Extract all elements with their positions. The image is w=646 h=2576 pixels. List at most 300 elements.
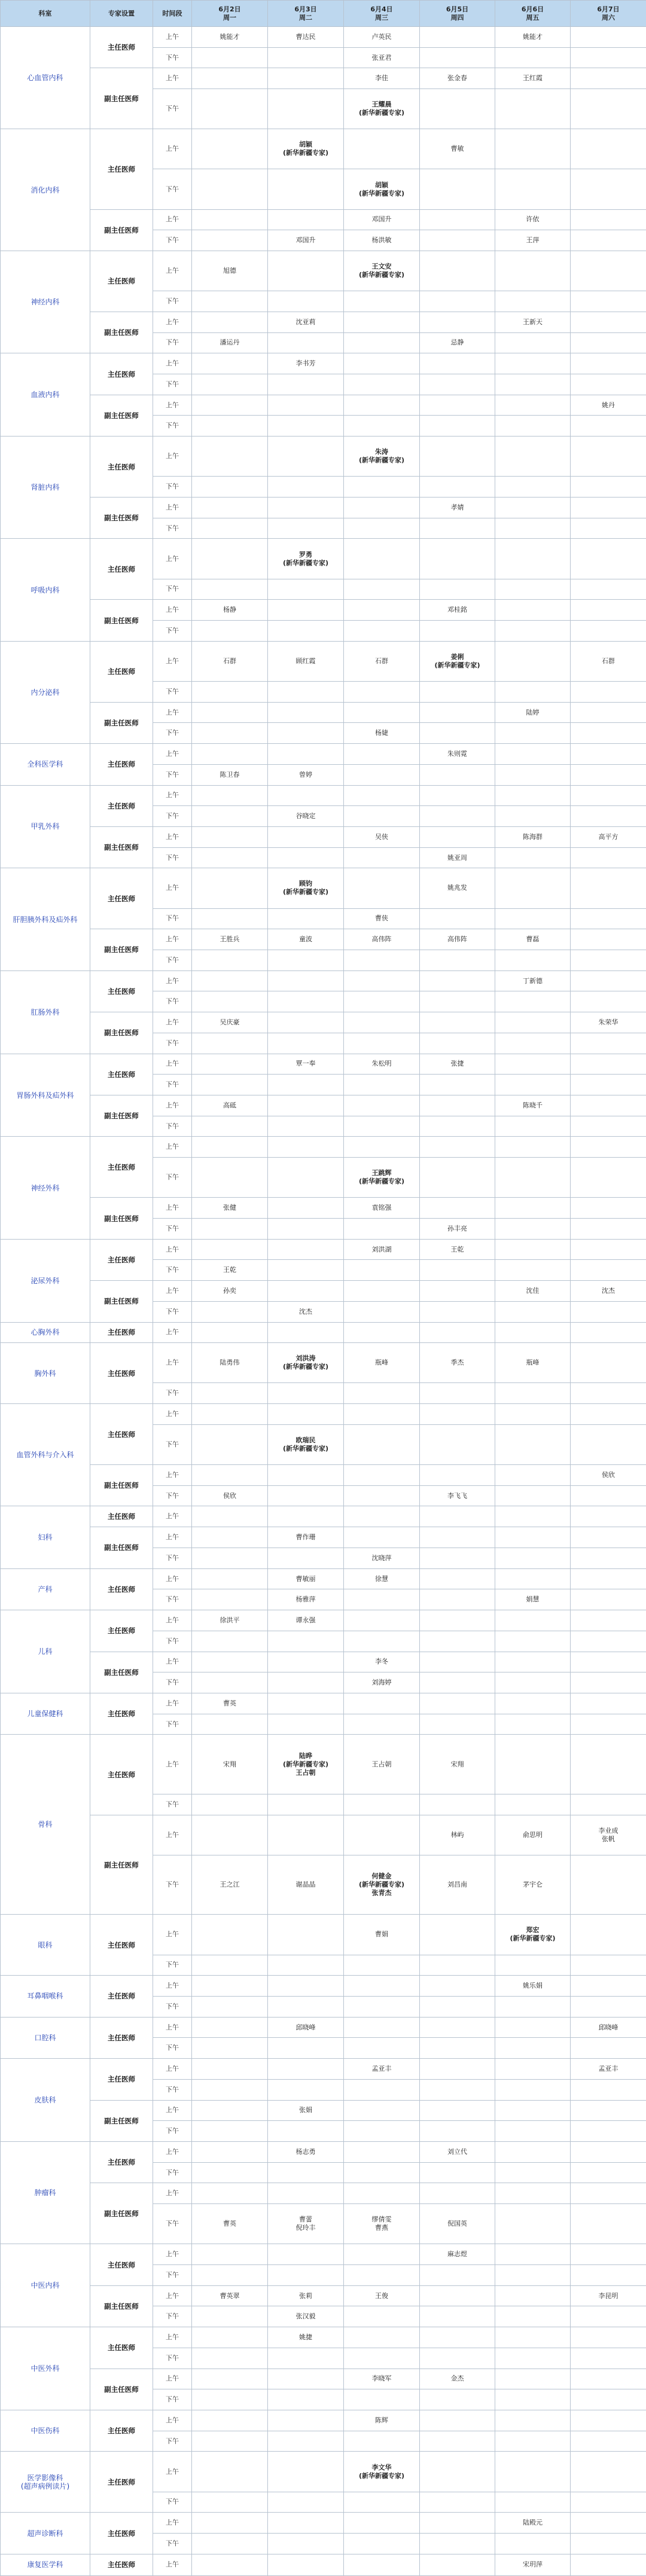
doctor-cell bbox=[344, 1075, 420, 1095]
table-row bbox=[1, 2017, 646, 2038]
slot-cell: 上午 bbox=[153, 539, 192, 579]
slot-cell: 下午 bbox=[153, 621, 192, 642]
level-cell: 主任医师 bbox=[90, 868, 153, 929]
doctor-cell: 沈杰 bbox=[268, 1301, 344, 1322]
table-row bbox=[1, 1568, 646, 1589]
table-row bbox=[1, 1506, 646, 1527]
doctor-cell bbox=[192, 970, 268, 991]
doctor-cell bbox=[495, 991, 571, 1012]
doctor-cell bbox=[571, 908, 646, 929]
doctor-cell bbox=[268, 477, 344, 498]
table-row bbox=[1, 498, 646, 518]
doctor-cell bbox=[420, 209, 495, 230]
slot-cell: 下午 bbox=[153, 1219, 192, 1240]
doctor-cell bbox=[268, 2431, 344, 2452]
doctor-cell bbox=[495, 2183, 571, 2204]
doctor-cell bbox=[344, 621, 420, 642]
slot-cell: 下午 bbox=[153, 806, 192, 827]
table-row bbox=[1, 1095, 646, 1116]
header-date: 6月7日 bbox=[597, 5, 620, 13]
slot-cell: 下午 bbox=[153, 1855, 192, 1915]
slot-cell: 下午 bbox=[153, 1383, 192, 1404]
doctor-cell bbox=[495, 2038, 571, 2059]
header-day bbox=[495, 1, 571, 27]
header-weekday: 周六 bbox=[602, 13, 615, 22]
doctor-cell bbox=[192, 68, 268, 89]
doctor-cell: 姚捷 bbox=[268, 2327, 344, 2348]
doctor-cell bbox=[268, 209, 344, 230]
doctor-cell bbox=[495, 1383, 571, 1404]
doctor-cell bbox=[495, 1075, 571, 1095]
table-row bbox=[1, 1610, 646, 1631]
level-cell: 主任医师 bbox=[90, 2410, 153, 2452]
doctor-cell bbox=[268, 89, 344, 129]
doctor-cell bbox=[571, 950, 646, 970]
table-row bbox=[1, 2452, 646, 2492]
doctor-cell bbox=[420, 621, 495, 642]
level-cell: 副主任医师 bbox=[90, 702, 153, 743]
slot-cell: 上午 bbox=[153, 1012, 192, 1033]
doctor-cell bbox=[571, 209, 646, 230]
doctor-cell bbox=[495, 1260, 571, 1281]
dept-cell: 呼吸内科 bbox=[1, 539, 90, 641]
doctor-cell bbox=[192, 1465, 268, 1486]
doctor-cell: 朱涛 (新华新疆专家) bbox=[344, 437, 420, 477]
doctor-cell: 曹达民 bbox=[268, 27, 344, 48]
doctor-cell bbox=[420, 1465, 495, 1486]
doctor-cell bbox=[571, 27, 646, 48]
slot-cell: 下午 bbox=[153, 847, 192, 868]
doctor-cell bbox=[268, 908, 344, 929]
level-cell: 主任医师 bbox=[90, 27, 153, 68]
slot-cell: 下午 bbox=[153, 1996, 192, 2017]
level-cell: 主任医师 bbox=[90, 2513, 153, 2554]
doctor-cell: 童波 bbox=[268, 929, 344, 950]
doctor-cell bbox=[344, 1219, 420, 1240]
slot-cell: 上午 bbox=[153, 129, 192, 169]
doctor-cell: 王乾 bbox=[420, 1239, 495, 1260]
doctor-cell bbox=[495, 2204, 571, 2244]
doctor-cell bbox=[344, 1693, 420, 1714]
doctor-cell: 陈晓千 bbox=[495, 1095, 571, 1116]
doctor-cell bbox=[344, 2244, 420, 2265]
doctor-cell bbox=[268, 1693, 344, 1714]
doctor-cell bbox=[571, 2162, 646, 2183]
doctor-cell bbox=[344, 600, 420, 621]
doctor-cell: 张捷 bbox=[420, 1054, 495, 1075]
doctor-cell bbox=[495, 2327, 571, 2348]
dept-cell: 心胸外科 bbox=[1, 1322, 90, 1343]
doctor-cell bbox=[571, 2554, 646, 2575]
level-cell: 主任医师 bbox=[90, 641, 153, 702]
table-row bbox=[1, 970, 646, 991]
doctor-cell: 高砥 bbox=[192, 1095, 268, 1116]
doctor-cell bbox=[344, 1631, 420, 1652]
doctor-cell bbox=[420, 702, 495, 723]
doctor-cell bbox=[420, 89, 495, 129]
doctor-cell: 李晓军 bbox=[344, 2369, 420, 2389]
doctor-cell bbox=[571, 332, 646, 353]
slot-cell: 下午 bbox=[153, 1672, 192, 1693]
doctor-cell bbox=[571, 1610, 646, 1631]
doctor-cell bbox=[495, 744, 571, 765]
doctor-cell: 孟亚丰 bbox=[571, 2059, 646, 2080]
doctor-cell bbox=[192, 374, 268, 395]
doctor-cell bbox=[571, 2513, 646, 2534]
doctor-cell bbox=[420, 2492, 495, 2513]
doctor-cell bbox=[268, 416, 344, 437]
doctor-cell bbox=[192, 1815, 268, 1855]
doctor-cell bbox=[268, 1116, 344, 1137]
doctor-cell bbox=[192, 2410, 268, 2431]
doctor-cell: 王跳辉 (新华新疆专家) bbox=[344, 1158, 420, 1198]
doctor-cell bbox=[495, 498, 571, 518]
slot-cell: 上午 bbox=[153, 785, 192, 806]
level-cell: 主任医师 bbox=[90, 2141, 153, 2183]
doctor-cell bbox=[344, 291, 420, 312]
doctor-cell bbox=[571, 1955, 646, 1976]
doctor-cell bbox=[192, 2100, 268, 2121]
slot-cell: 上午 bbox=[153, 2100, 192, 2121]
doctor-cell bbox=[192, 1915, 268, 1955]
level-cell: 主任医师 bbox=[90, 2327, 153, 2369]
doctor-cell bbox=[268, 847, 344, 868]
doctor-cell bbox=[192, 1424, 268, 1464]
table-row bbox=[1, 641, 646, 681]
doctor-cell bbox=[268, 2492, 344, 2513]
header-date: 6月3日 bbox=[294, 5, 317, 13]
slot-cell: 上午 bbox=[153, 1404, 192, 1425]
doctor-cell bbox=[420, 1527, 495, 1548]
doctor-cell: 张莉 bbox=[268, 2285, 344, 2306]
doctor-cell bbox=[495, 47, 571, 68]
slot-cell: 下午 bbox=[153, 169, 192, 209]
header-weekday: 周三 bbox=[375, 13, 388, 22]
doctor-cell bbox=[495, 2079, 571, 2100]
doctor-cell bbox=[192, 991, 268, 1012]
doctor-cell bbox=[420, 2079, 495, 2100]
dept-cell: 肾脏内科 bbox=[1, 437, 90, 539]
level-cell: 主任医师 bbox=[90, 785, 153, 826]
doctor-cell bbox=[192, 1137, 268, 1158]
doctor-cell bbox=[192, 908, 268, 929]
doctor-cell: 曹蕾 倪玲丰 bbox=[268, 2204, 344, 2244]
doctor-cell: 曹英翠 bbox=[192, 2285, 268, 2306]
table-row bbox=[1, 2100, 646, 2121]
doctor-cell bbox=[420, 579, 495, 600]
header-date: 6月2日 bbox=[218, 5, 241, 13]
doctor-cell: 高伟阵 bbox=[344, 929, 420, 950]
doctor-cell bbox=[344, 1095, 420, 1116]
doctor-cell: 吴庆豪 bbox=[192, 1012, 268, 1033]
doctor-cell bbox=[268, 1281, 344, 1302]
doctor-cell bbox=[344, 2183, 420, 2204]
doctor-cell bbox=[192, 1794, 268, 1815]
doctor-cell bbox=[571, 2183, 646, 2204]
slot-cell: 下午 bbox=[153, 723, 192, 744]
doctor-cell bbox=[192, 395, 268, 416]
slot-cell: 上午 bbox=[153, 437, 192, 477]
header-day bbox=[571, 1, 646, 27]
table-row bbox=[1, 1012, 646, 1033]
doctor-cell bbox=[420, 1631, 495, 1652]
doctor-cell bbox=[344, 847, 420, 868]
doctor-cell bbox=[571, 1404, 646, 1425]
level-cell: 副主任医师 bbox=[90, 600, 153, 641]
doctor-cell: 曹侠 bbox=[344, 908, 420, 929]
doctor-cell bbox=[495, 764, 571, 785]
doctor-cell bbox=[420, 2452, 495, 2492]
doctor-cell bbox=[495, 1485, 571, 1506]
doctor-cell: 罗勇 (新华新疆专家) bbox=[268, 539, 344, 579]
doctor-cell bbox=[420, 437, 495, 477]
table-row bbox=[1, 868, 646, 908]
table-row bbox=[1, 1693, 646, 1714]
doctor-cell bbox=[571, 579, 646, 600]
doctor-cell: 侯欣 bbox=[192, 1485, 268, 1506]
doctor-cell bbox=[420, 1652, 495, 1672]
slot-cell: 下午 bbox=[153, 2162, 192, 2183]
doctor-cell bbox=[495, 1424, 571, 1464]
doctor-cell: 曹敏 bbox=[420, 129, 495, 169]
level-cell: 主任医师 bbox=[90, 1322, 153, 1343]
doctor-cell: 李文华 (新华新疆专家) bbox=[344, 2452, 420, 2492]
doctor-cell bbox=[571, 374, 646, 395]
doctor-cell bbox=[344, 2038, 420, 2059]
doctor-cell bbox=[495, 2452, 571, 2492]
table-row bbox=[1, 1815, 646, 1855]
dept-cell: 妇科 bbox=[1, 1506, 90, 1568]
doctor-cell: 姚能才 bbox=[192, 27, 268, 48]
doctor-cell bbox=[571, 702, 646, 723]
level-cell: 主任医师 bbox=[90, 970, 153, 1012]
doctor-cell bbox=[344, 2431, 420, 2452]
doctor-cell bbox=[571, 1116, 646, 1137]
level-cell: 副主任医师 bbox=[90, 1652, 153, 1693]
doctor-cell bbox=[268, 2513, 344, 2534]
doctor-cell bbox=[268, 251, 344, 291]
doctor-cell bbox=[571, 1589, 646, 1610]
doctor-cell bbox=[571, 47, 646, 68]
dept-cell: 康复医学科 bbox=[1, 2554, 90, 2575]
doctor-cell bbox=[495, 641, 571, 681]
doctor-cell bbox=[344, 2327, 420, 2348]
slot-cell: 上午 bbox=[153, 2554, 192, 2575]
doctor-cell bbox=[420, 1794, 495, 1815]
slot-cell: 上午 bbox=[153, 251, 192, 291]
doctor-cell bbox=[420, 1281, 495, 1302]
dept-cell: 中医伤科 bbox=[1, 2410, 90, 2452]
header-date: 6月6日 bbox=[521, 5, 544, 13]
doctor-cell: 陈卫春 bbox=[192, 764, 268, 785]
doctor-cell bbox=[192, 437, 268, 477]
table-row bbox=[1, 702, 646, 723]
doctor-cell bbox=[571, 1714, 646, 1735]
doctor-cell: 陈辉 bbox=[344, 2410, 420, 2431]
slot-cell: 上午 bbox=[153, 600, 192, 621]
doctor-cell bbox=[192, 2059, 268, 2080]
doctor-cell: 茅宇仑 bbox=[495, 1855, 571, 1915]
doctor-cell: 曾婷 bbox=[268, 764, 344, 785]
slot-cell: 上午 bbox=[153, 1652, 192, 1672]
doctor-cell bbox=[495, 2059, 571, 2080]
doctor-cell bbox=[192, 2162, 268, 2183]
doctor-cell bbox=[420, 1075, 495, 1095]
doctor-cell bbox=[571, 291, 646, 312]
doctor-cell bbox=[192, 2183, 268, 2204]
doctor-cell bbox=[192, 129, 268, 169]
doctor-cell: 沈佳 bbox=[495, 1281, 571, 1302]
table-row bbox=[1, 1404, 646, 1425]
doctor-cell bbox=[495, 2017, 571, 2038]
level-cell: 副主任医师 bbox=[90, 2369, 153, 2410]
doctor-cell bbox=[571, 312, 646, 332]
doctor-cell bbox=[571, 2410, 646, 2431]
doctor-cell: 王胜兵 bbox=[192, 929, 268, 950]
doctor-cell bbox=[571, 1568, 646, 1589]
doctor-cell bbox=[495, 89, 571, 129]
doctor-cell bbox=[268, 68, 344, 89]
doctor-cell bbox=[192, 518, 268, 539]
header-date: 6月4日 bbox=[370, 5, 393, 13]
doctor-cell bbox=[268, 1714, 344, 1735]
doctor-cell bbox=[495, 1548, 571, 1568]
slot-cell: 下午 bbox=[153, 47, 192, 68]
doctor-cell bbox=[344, 1714, 420, 1735]
doctor-cell bbox=[495, 2492, 571, 2513]
doctor-cell bbox=[571, 1855, 646, 1915]
header-date: 6月5日 bbox=[446, 5, 469, 13]
doctor-cell bbox=[571, 2079, 646, 2100]
doctor-cell bbox=[268, 1976, 344, 1997]
dept-cell: 儿科 bbox=[1, 1610, 90, 1693]
header-dept: 科室 bbox=[1, 1, 90, 27]
doctor-cell bbox=[268, 681, 344, 702]
doctor-cell: 李佳 bbox=[344, 68, 420, 89]
doctor-cell bbox=[192, 312, 268, 332]
doctor-cell: 杨婕 bbox=[344, 723, 420, 744]
doctor-cell bbox=[420, 2554, 495, 2575]
doctor-cell bbox=[571, 1198, 646, 1219]
doctor-cell bbox=[192, 2389, 268, 2410]
doctor-cell bbox=[571, 1158, 646, 1198]
doctor-cell bbox=[192, 1527, 268, 1548]
doctor-cell bbox=[420, 291, 495, 312]
doctor-cell bbox=[495, 600, 571, 621]
doctor-cell bbox=[571, 437, 646, 477]
doctor-cell bbox=[495, 785, 571, 806]
table-row bbox=[1, 1976, 646, 1997]
doctor-cell bbox=[268, 2348, 344, 2369]
slot-cell: 下午 bbox=[153, 1260, 192, 1281]
doctor-cell bbox=[420, 2183, 495, 2204]
doctor-cell: 王之江 bbox=[192, 1855, 268, 1915]
dept-cell: 消化内科 bbox=[1, 129, 90, 251]
doctor-cell bbox=[495, 1322, 571, 1343]
doctor-cell bbox=[268, 2389, 344, 2410]
doctor-cell bbox=[571, 2369, 646, 2389]
doctor-cell bbox=[344, 1012, 420, 1033]
doctor-cell bbox=[268, 970, 344, 991]
doctor-cell bbox=[192, 539, 268, 579]
dept-cell: 神经外科 bbox=[1, 1137, 90, 1239]
doctor-cell bbox=[344, 1260, 420, 1281]
doctor-cell bbox=[420, 353, 495, 374]
doctor-cell bbox=[344, 498, 420, 518]
doctor-cell bbox=[420, 2100, 495, 2121]
slot-cell: 上午 bbox=[153, 498, 192, 518]
doctor-cell bbox=[571, 539, 646, 579]
slot-cell: 上午 bbox=[153, 312, 192, 332]
doctor-cell bbox=[495, 1033, 571, 1054]
doctor-cell bbox=[344, 2513, 420, 2534]
doctor-cell bbox=[420, 27, 495, 48]
doctor-cell: 忌静 bbox=[420, 332, 495, 353]
slot-cell: 下午 bbox=[153, 230, 192, 251]
table-row bbox=[1, 1343, 646, 1383]
dept-cell: 肛肠外科 bbox=[1, 970, 90, 1054]
doctor-cell bbox=[571, 1485, 646, 1506]
doctor-cell: 张亚君 bbox=[344, 47, 420, 68]
doctor-cell bbox=[571, 1343, 646, 1383]
doctor-cell bbox=[192, 291, 268, 312]
doctor-cell bbox=[571, 1239, 646, 1260]
doctor-cell bbox=[344, 2492, 420, 2513]
doctor-cell: 邓桂銘 bbox=[420, 600, 495, 621]
doctor-cell: 林屿 bbox=[420, 1815, 495, 1855]
doctor-cell: 吴侠 bbox=[344, 826, 420, 847]
doctor-cell bbox=[420, 785, 495, 806]
doctor-cell bbox=[268, 1322, 344, 1343]
doctor-cell bbox=[420, 1116, 495, 1137]
doctor-cell bbox=[495, 1404, 571, 1425]
doctor-cell: 姚丹 bbox=[571, 395, 646, 416]
doctor-cell: 胡颖 (新华新疆专家) bbox=[268, 129, 344, 169]
doctor-cell bbox=[571, 2265, 646, 2286]
slot-cell: 上午 bbox=[153, 1693, 192, 1714]
dept-cell: 血液内科 bbox=[1, 353, 90, 437]
doctor-cell bbox=[192, 702, 268, 723]
doctor-cell bbox=[495, 1527, 571, 1548]
slot-cell: 下午 bbox=[153, 1955, 192, 1976]
doctor-cell: 张汉毅 bbox=[268, 2306, 344, 2327]
doctor-cell bbox=[192, 1054, 268, 1075]
doctor-cell bbox=[192, 2265, 268, 2286]
doctor-cell bbox=[420, 1589, 495, 1610]
doctor-cell bbox=[268, 1815, 344, 1855]
doctor-cell bbox=[344, 2079, 420, 2100]
doctor-cell bbox=[495, 1116, 571, 1137]
doctor-cell bbox=[192, 1239, 268, 1260]
level-cell: 副主任医师 bbox=[90, 1198, 153, 1239]
doctor-cell bbox=[268, 2534, 344, 2554]
doctor-cell: 张娟 bbox=[268, 2100, 344, 2121]
doctor-cell bbox=[495, 1568, 571, 1589]
level-cell: 主任医师 bbox=[90, 353, 153, 395]
doctor-cell bbox=[192, 1589, 268, 1610]
doctor-cell bbox=[344, 2389, 420, 2410]
doctor-cell bbox=[571, 929, 646, 950]
slot-cell: 下午 bbox=[153, 1033, 192, 1054]
doctor-cell: 刘昌南 bbox=[420, 1855, 495, 1915]
table-row bbox=[1, 1137, 646, 1158]
doctor-cell bbox=[192, 723, 268, 744]
doctor-cell bbox=[420, 374, 495, 395]
doctor-cell bbox=[192, 1652, 268, 1672]
doctor-cell bbox=[268, 1012, 344, 1033]
doctor-cell: 曹英 bbox=[192, 2204, 268, 2244]
doctor-cell: 李书芳 bbox=[268, 353, 344, 374]
